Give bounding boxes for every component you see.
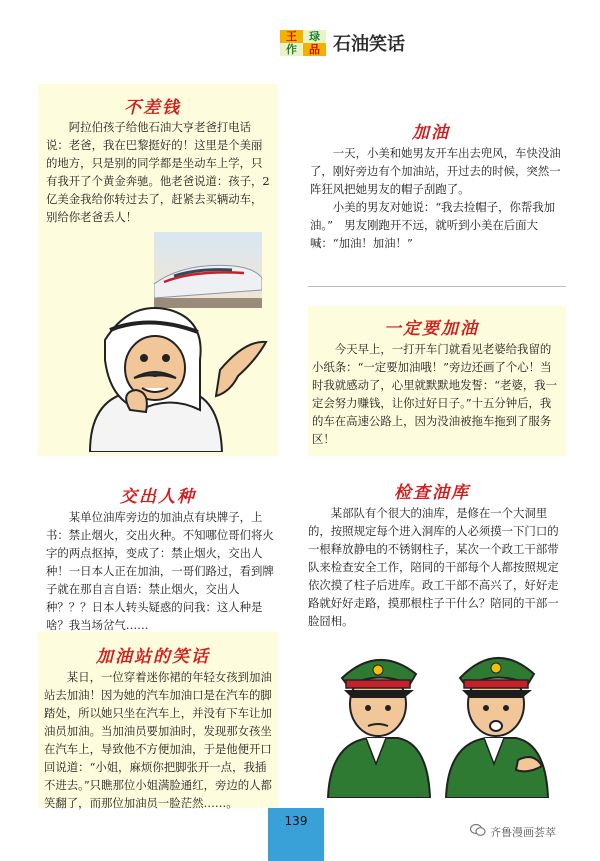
article-paragraph: 今天早上，一打开车门就看见老婆给我留的小纸条：“一定要加油哦！”旁边还画了个心！当时我就感动了，心里就默默地发誓：“老婆，我一定会努力赚钱，让你过好日子。”十五分钟后，我的车在高速公路上，因为没油被拖车拖到了服务区！ bbox=[312, 342, 558, 446]
logo-cell: 品 bbox=[303, 43, 326, 56]
article-title: 加油 bbox=[412, 123, 450, 143]
train-photo bbox=[154, 232, 262, 308]
article-body bbox=[310, 144, 565, 252]
article-title: 检查油库 bbox=[394, 483, 470, 503]
article-paragraph: 某部队有个很大的油库，是修在一个大洞里的，按照规定每个进入洞库的人必须摸一下门口的一根释放静电的不锈钢柱子，某次一个政工干部带队来检查安全工作，陪同的干部每个人都按照规定依次摸了柱子后进库。政工干部不高兴了，好好走路就好好走路，摸那根柱子干什么？陪同的干部一脸囧相。 bbox=[308, 506, 559, 628]
logo-cell: 王 bbox=[280, 30, 303, 43]
article-title: 一定要加油 bbox=[384, 319, 479, 339]
article-paragraph: 小美的男友对她说：“我去捡帽子，你帮我加油。” 男友刚跑开不远，就听到小美在后面大喊：“加油！加油！” bbox=[310, 200, 556, 250]
article-paragraph: 阿拉伯孩子给他石油大亨老爸打电话说：老爸，我在巴黎挺好的！这里是个美丽的地方，只是别的同学都是坐动车上学，只有我开了个黄金奔驰。他老爸说道：孩子，2亿美金我给你转过去了，赶紧去买辆动车，别给你老爸丢人！ bbox=[46, 120, 270, 224]
arab-man-illustration bbox=[70, 300, 270, 452]
divider bbox=[308, 286, 566, 287]
article-title: 不差钱 bbox=[124, 98, 181, 118]
article-paragraph: 某单位油库旁边的加油点有块牌子，上书：禁止烟火，交出火种。不知哪位哥们将火字的两点抠掉，变成了：禁止烟火，交出人种！一日本人正在加油，一哥们路过，看到牌子就在那自言自语：禁止烟火，交出人种？？？日本人转头疑惑的问我：这人种是啥？我当场岔气…… bbox=[46, 510, 274, 632]
soldiers-illustration bbox=[318, 634, 558, 798]
article-paragraph: 一天，小美和她男友开车出去兜风，车快没油了，刚好旁边有个加油站，开过去的时候，突然一阵狂风把她男友的帽子刮跑了。 bbox=[310, 146, 561, 196]
article-body bbox=[46, 508, 278, 634]
article-body bbox=[46, 118, 272, 226]
column-logo bbox=[280, 30, 326, 56]
article-title: 交出人种 bbox=[120, 487, 196, 507]
article-body bbox=[308, 504, 566, 630]
logo-cell: 作 bbox=[280, 43, 303, 56]
logo-cell: 琭 bbox=[303, 30, 326, 43]
page-number: 139 bbox=[284, 814, 308, 828]
article-title: 加油站的笑话 bbox=[96, 647, 210, 667]
article-paragraph: 某日，一位穿着迷你裙的年轻女孩到加油站去加油！因为她的汽车加油口是在汽车的脚踏处，所以她只坐在汽车上，并没有下车让加油员加油。当加油员要加油时，发现那女孩坐在汽车上，导致他不方便加油，于是他便开口回说道：“小姐，麻烦你把脚张开一点，我插不进去。”只瞧那位小姐满脸通红，旁边的人都笑翻了，而那位加油员一脸茫然……。 bbox=[44, 670, 272, 810]
article-body bbox=[312, 340, 562, 448]
column-title: 石油笑话 bbox=[333, 34, 405, 55]
watermark-text: 齐鲁漫画荟萃 bbox=[490, 826, 556, 839]
article-body bbox=[44, 668, 274, 812]
wechat-icon bbox=[470, 822, 486, 841]
